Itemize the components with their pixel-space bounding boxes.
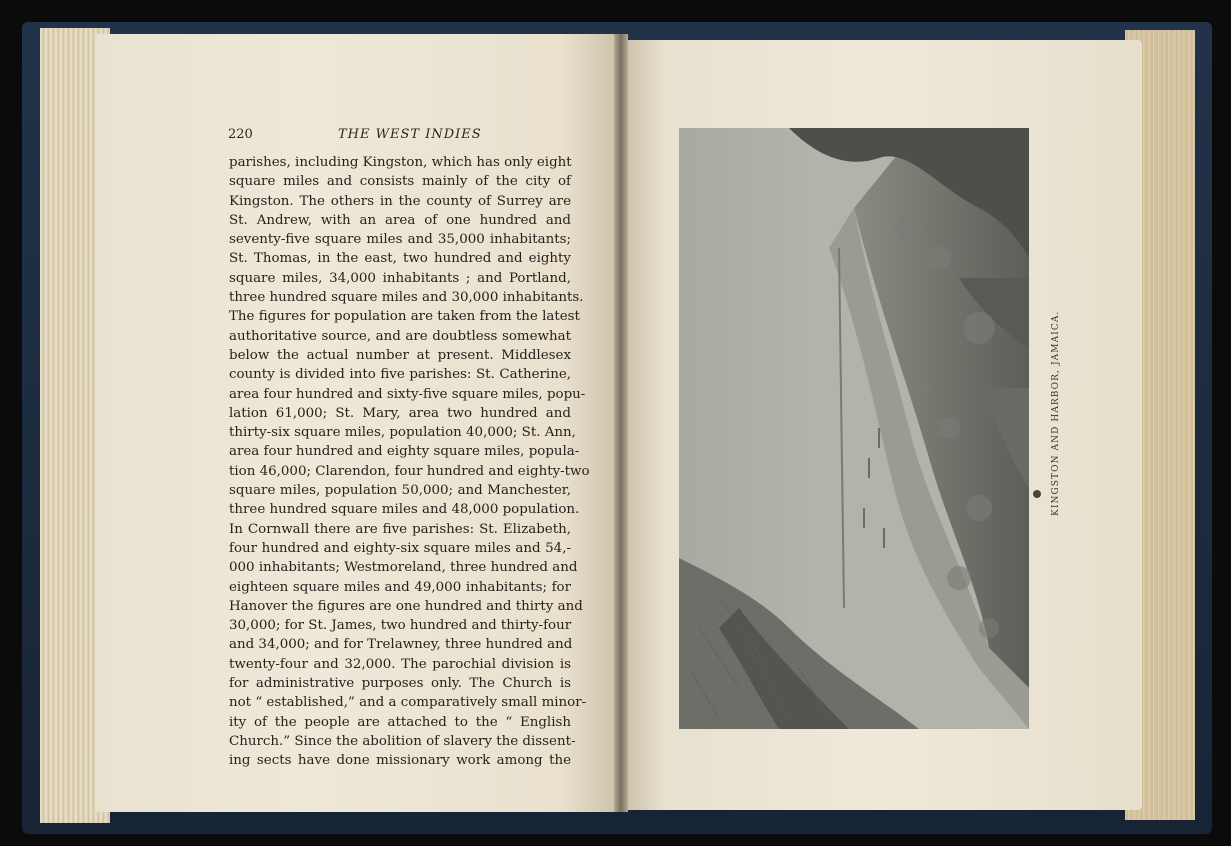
text-line: thirty-six square miles, population 40,000; St. Ann, <box>229 425 576 441</box>
page-header <box>228 127 568 147</box>
photo-plate <box>679 128 1029 729</box>
page-number: 220 <box>228 127 253 142</box>
text-line: seventy-five square miles and 35,000 inhabitants; <box>229 232 571 248</box>
text-line: ing sects have done missionary work among the <box>229 753 571 769</box>
text-line: Church.” Since the abolition of slavery the dissent- <box>229 733 576 749</box>
text-line: county is divided into five parishes: St. Catherine, <box>229 367 571 383</box>
harbor-illustration <box>679 128 1029 729</box>
text-line: Hanover the figures are one hundred and thirty and <box>229 598 583 614</box>
text-line: 000 inhabitants; Westmoreland, three hundred and <box>229 560 578 576</box>
text-line: three hundred square miles and 48,000 population. <box>229 502 580 518</box>
text-line: The figures for population are taken from the latest <box>229 309 580 325</box>
text-line: 30,000; for St. James, two hundred and thirty-four <box>229 618 572 634</box>
caption-text: KINGSTON AND HARBOR, JAMAICA. <box>1051 310 1061 516</box>
text-line: four hundred and eighty-six square miles and 54,- <box>229 540 571 556</box>
text-line: three hundred square miles and 30,000 inhabitants. <box>229 290 584 306</box>
text-line: In Cornwall there are five parishes: St. Elizabeth, <box>229 521 571 537</box>
text-line: area four hundred and eighty square miles, popula- <box>229 444 580 460</box>
text-line: St. Andrew, with an area of one hundred and <box>229 212 571 228</box>
text-line: square miles and consists mainly of the city of <box>229 174 571 190</box>
text-line: authoritative source, and are doubtless somewhat <box>229 328 571 344</box>
running-title: THE WEST INDIES <box>338 127 482 142</box>
text-line: twenty-four and 32,000. The parochial division is <box>229 656 571 672</box>
ornament-dot <box>1033 490 1041 498</box>
text-line: square miles, population 50,000; and Manchester, <box>229 483 571 499</box>
book-gutter <box>614 34 628 812</box>
text-line: parishes, including Kingston, which has only eight <box>229 155 572 170</box>
text-line: ity of the people are attached to the “ English <box>229 714 571 730</box>
text-line: square miles, 34,000 inhabitants ; and Portland, <box>229 270 571 286</box>
text-line: Kingston. The others in the county of Surrey are <box>229 193 571 209</box>
text-line: area four hundred and sixty-five square miles, popu- <box>229 386 586 402</box>
text-line: eighteen square miles and 49,000 inhabitants; for <box>229 579 571 595</box>
text-line: and 34,000; and for Trelawney, three hundred and <box>229 637 573 653</box>
body-text <box>229 153 590 771</box>
text-line: tion 46,000; Clarendon, four hundred and eighty-two <box>229 463 590 479</box>
text-line: lation 61,000; St. Mary, area two hundred and <box>229 405 571 421</box>
text-line: not “ established,” and a comparatively small minor- <box>229 695 587 711</box>
text-line: for administrative purposes only. The Church is <box>229 676 571 692</box>
plate-caption <box>1043 310 1063 520</box>
text-line: below the actual number at present. Middlesex <box>229 347 571 363</box>
text-line: St. Thomas, in the east, two hundred and eighty <box>229 251 571 267</box>
